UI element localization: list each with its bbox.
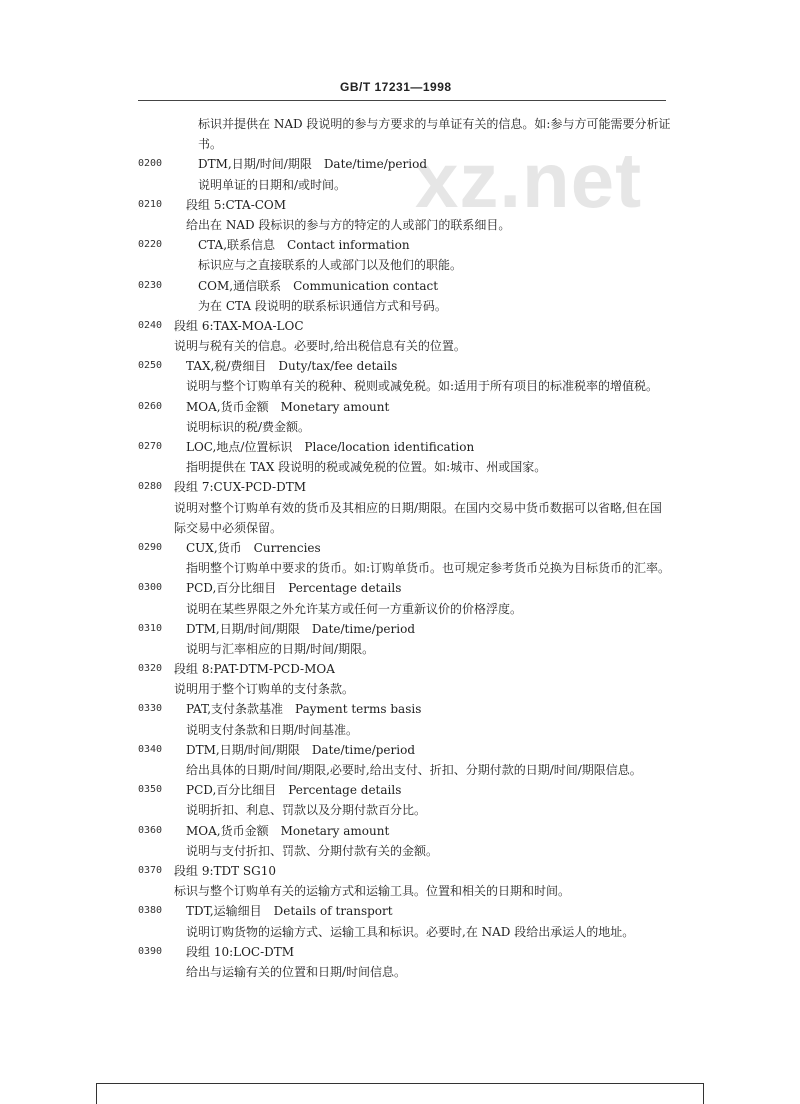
- line-text: 给出与运输有关的位置和日期/时间信息。: [186, 964, 407, 979]
- document-line: [0, 800, 800, 820]
- document-line: [0, 437, 800, 457]
- line-text: 说明与汇率相应的日期/时间/期限。: [186, 641, 375, 656]
- line-text: CTA,联系信息 Contact information: [198, 238, 410, 253]
- line-text: 说明折扣、利息、罚款以及分期付款百分比。: [186, 803, 427, 818]
- document-line: [0, 942, 800, 962]
- line-text: 说明单证的日期和/或时间。: [198, 177, 347, 192]
- document-line: [0, 720, 800, 740]
- document-line: [0, 154, 800, 174]
- document-line: [0, 376, 800, 396]
- document-line: [0, 477, 800, 497]
- document-line: [0, 134, 800, 154]
- segment-position-number: 0380: [138, 905, 163, 917]
- line-text: 说明标识的税/费金额。: [186, 419, 311, 434]
- line-text: 给出具体的日期/时间/期限,必要时,给出支付、折扣、分期付款的日期/时间/期限信息。: [186, 763, 642, 777]
- segment-position-number: 0300: [138, 582, 163, 594]
- document-body: [0, 114, 800, 982]
- segment-position-number: 0200: [138, 158, 163, 170]
- segment-position-number: 0390: [138, 945, 163, 957]
- document-line: [0, 881, 800, 901]
- document-line: [0, 639, 800, 659]
- document-line: [0, 558, 800, 578]
- document-line: [0, 255, 800, 275]
- line-text: 说明订购货物的运输方式、运输工具和标识。必要时,在 NAD 段给出承运人的地址。: [186, 924, 635, 939]
- line-text: 说明与支付折扣、罚款、分期付款有关的金额。: [186, 843, 439, 858]
- document-line: [0, 780, 800, 800]
- line-text: MOA,货币金额 Monetary amount: [186, 823, 390, 838]
- line-text: 段组 9:TDT SG10: [174, 863, 277, 878]
- document-line: [0, 417, 800, 437]
- document-line: [0, 841, 800, 861]
- document-line: [0, 195, 800, 215]
- document-line: [0, 276, 800, 296]
- document-line: [0, 538, 800, 558]
- segment-position-number: 0220: [138, 239, 163, 251]
- document-line: [0, 599, 800, 619]
- line-text: 说明在某些界限之外允许某方或任何一方重新议价的价格浮度。: [186, 601, 523, 616]
- line-text: 段组 8:PAT-DTM-PCD-MOA: [174, 662, 335, 677]
- line-text: PCD,百分比细目 Percentage details: [186, 783, 402, 798]
- segment-position-number: 0280: [138, 481, 163, 493]
- line-text: PCD,百分比细目 Percentage details: [186, 581, 402, 596]
- line-text: DTM,日期/时间/期限 Date/time/period: [198, 157, 428, 172]
- line-text: 标识与整个订购单有关的运输方式和运输工具。位置和相关的日期和时间。: [174, 884, 571, 899]
- line-text: 际交易中必须保留。: [174, 520, 283, 535]
- document-line: [0, 235, 800, 255]
- document-line: [0, 679, 800, 699]
- line-text: MOA,货币金额 Monetary amount: [186, 399, 390, 414]
- header-rule: [138, 100, 666, 101]
- segment-position-number: 0260: [138, 400, 163, 412]
- line-text: DTM,日期/时间/期限 Date/time/period: [186, 742, 416, 757]
- segment-position-number: 0250: [138, 360, 163, 372]
- line-text: 说明用于整个订购单的支付条款。: [174, 682, 355, 697]
- document-line: [0, 740, 800, 760]
- line-text: 标识并提供在 NAD 段说明的参与方要求的与单证有关的信息。如:参与方可能需要分析证: [198, 117, 671, 131]
- footer-frame: [96, 1083, 704, 1104]
- line-text: 段组 5:CTA-COM: [186, 197, 287, 212]
- line-text: 段组 6:TAX-MOA-LOC: [174, 318, 304, 333]
- document-line: [0, 699, 800, 719]
- watermark: xz.net: [415, 136, 643, 224]
- segment-position-number: 0290: [138, 541, 163, 553]
- document-line: [0, 498, 800, 518]
- document-line: [0, 578, 800, 598]
- segment-position-number: 0210: [138, 198, 163, 210]
- document-line: [0, 518, 800, 538]
- document-line: [0, 296, 800, 316]
- segment-position-number: 0270: [138, 441, 163, 452]
- segment-position-number: 0340: [138, 743, 163, 755]
- document-line: [0, 457, 800, 477]
- segment-position-number: 0320: [138, 663, 163, 675]
- line-text: DTM,日期/时间/期限 Date/time/period: [186, 621, 416, 636]
- document-line: [0, 821, 800, 841]
- line-text: 书。: [198, 137, 223, 152]
- segment-position-number: 0330: [138, 703, 163, 715]
- document-line: [0, 316, 800, 336]
- document-line: [0, 356, 800, 376]
- line-text: TDT,运输细目 Details of transport: [186, 904, 393, 919]
- segment-position-number: 0370: [138, 864, 163, 876]
- document-line: [0, 861, 800, 881]
- segment-position-number: 0240: [138, 319, 163, 331]
- document-line: [0, 619, 800, 639]
- segment-position-number: 0360: [138, 824, 163, 836]
- line-text: 段组 7:CUX-PCD-DTM: [174, 480, 307, 495]
- line-text: 说明与税有关的信息。必要时,给出税信息有关的位置。: [174, 339, 466, 354]
- line-text: 说明对整个订购单有效的货币及其相应的日期/期限。在国内交易中货币数据可以省略,但在国: [174, 500, 662, 515]
- line-text: PAT,支付条款基准 Payment terms basis: [186, 702, 422, 717]
- line-text: 指明整个订购单中要求的货币。如:订购单货币。也可规定参考货币兑换为目标货币的汇率。: [186, 561, 671, 576]
- line-text: 给出在 NAD 段标识的参与方的特定的人或部门的联系细目。: [186, 217, 511, 232]
- line-text: 说明支付条款和日期/时间基准。: [186, 722, 359, 737]
- document-line: [0, 114, 800, 134]
- line-text: 标识应与之直接联系的人或部门以及他们的职能。: [198, 258, 463, 273]
- document-line: [0, 901, 800, 921]
- line-text: CUX,货币 Currencies: [186, 540, 321, 555]
- document-line: [0, 962, 800, 982]
- segment-position-number: 0310: [138, 622, 163, 634]
- document-line: [0, 659, 800, 679]
- document-line: [0, 336, 800, 356]
- document-line: [0, 397, 800, 417]
- line-text: 段组 10:LOC-DTM: [186, 944, 295, 959]
- line-text: 指明提供在 TAX 段说明的税或减免税的位置。如:城市、州或国家。: [186, 460, 547, 475]
- document-line: [0, 175, 800, 195]
- line-text: TAX,税/费细目 Duty/tax/fee details: [186, 359, 398, 374]
- line-text: 说明与整个订购单有关的税种、税则或减免税。如:适用于所有项目的标准税率的增值税。: [186, 379, 659, 394]
- line-text: 为在 CTA 段说明的联系标识通信方式和号码。: [198, 298, 447, 313]
- segment-position-number: 0230: [138, 279, 163, 291]
- line-text: LOC,地点/位置标识 Place/location identification: [186, 440, 475, 454]
- document-line: [0, 922, 800, 942]
- document-line: [0, 215, 800, 235]
- segment-position-number: 0350: [138, 784, 163, 796]
- line-text: COM,通信联系 Communication contact: [198, 278, 439, 293]
- document-line: [0, 760, 800, 780]
- standard-number-header: GB/T 17231—1998: [340, 80, 452, 94]
